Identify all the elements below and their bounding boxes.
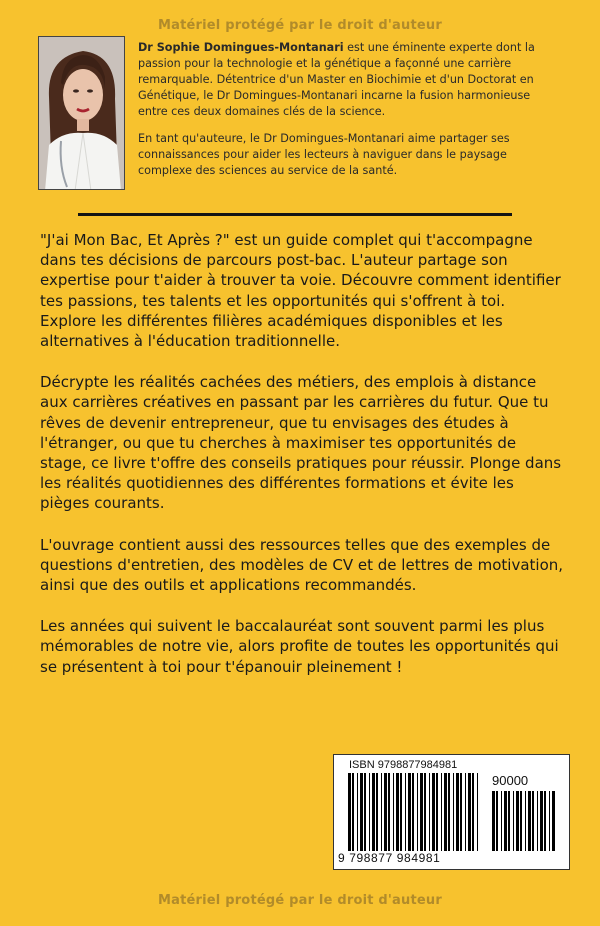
copyright-watermark-top: Matériel protégé par le droit d'auteur — [157, 18, 442, 33]
author-portrait-image — [39, 37, 125, 190]
description-paragraph-3: L'ouvrage contient aussi des ressources telles que des exemples de questions d'entretien, des modèles de CV et de lettres de motivation, ainsi que des outils et applications recommandés. — [40, 535, 564, 595]
price-code: 90000 — [492, 773, 529, 788]
author-bio — [138, 40, 538, 190]
description-paragraph-4: Les années qui suivent le baccalauréat sont souvent parmi les plus mémorables de notre vie, alors profite de toutes les opportunités qui se présentent à toi pour t'épanouir pleinement ! — [40, 617, 559, 676]
isbn-label: ISBN 9798877984981 — [349, 759, 458, 771]
description-paragraph-1: "J'ai Mon Bac, Et Après ?" est un guide complet qui t'accompagne dans tes décisions de parcours post-bac. L'auteur partage son expertise pour t'aider à trouver ta voie. Découvre comment identifier tes passions, tes talents et les opportunités qui s'offrent à toi. Explore les différentes filières académiques disponibles et les alternatives à l'éducation traditionnelle. — [40, 231, 561, 351]
author-bio-paragraph-1 — [138, 40, 538, 120]
author-bio-paragraph-2: En tant qu'auteure, le Dr Domingues-Montanari aime partager ses connaissances pour aider les lecteurs à naviguer dans le paysage complexe des sciences au service de la santé. — [138, 132, 510, 177]
copyright-watermark-bottom: Matériel protégé par le droit d'auteur — [157, 893, 442, 908]
author-bio-text-1: est une éminente experte dont la passion pour la technologie et la génétique a façonné une carrière remarquable. Détentrice d'un Master en Biochimie et d'un Doctorat en Génétique, le Dr Domingues-Montanari incarne la fusion harmonieuse entre ces deux domaines clés de la science. — [138, 41, 535, 118]
isbn-barcode-box — [333, 754, 570, 870]
author-name: Dr Sophie Domingues-Montanari — [138, 41, 344, 54]
description-paragraph-2: Décrypte les réalités cachées des métiers, des emplois à distance aux carrières créatives en passant par les carrières du futur. Que tu rêves de devenir entrepreneur, que tu envisages des études à l'étranger, ou que tu cherches à maximiser tes opportunités de stage, ce livre t'offre des conseils pratiques pour réussir. Plonge dans les réalités quotidiennes des différentes formations et évite les pièges courants. — [40, 373, 562, 513]
isbn-digits: 9 798877 984981 — [338, 851, 441, 865]
book-description — [40, 230, 565, 698]
author-photo — [38, 36, 125, 190]
section-divider — [78, 213, 512, 216]
